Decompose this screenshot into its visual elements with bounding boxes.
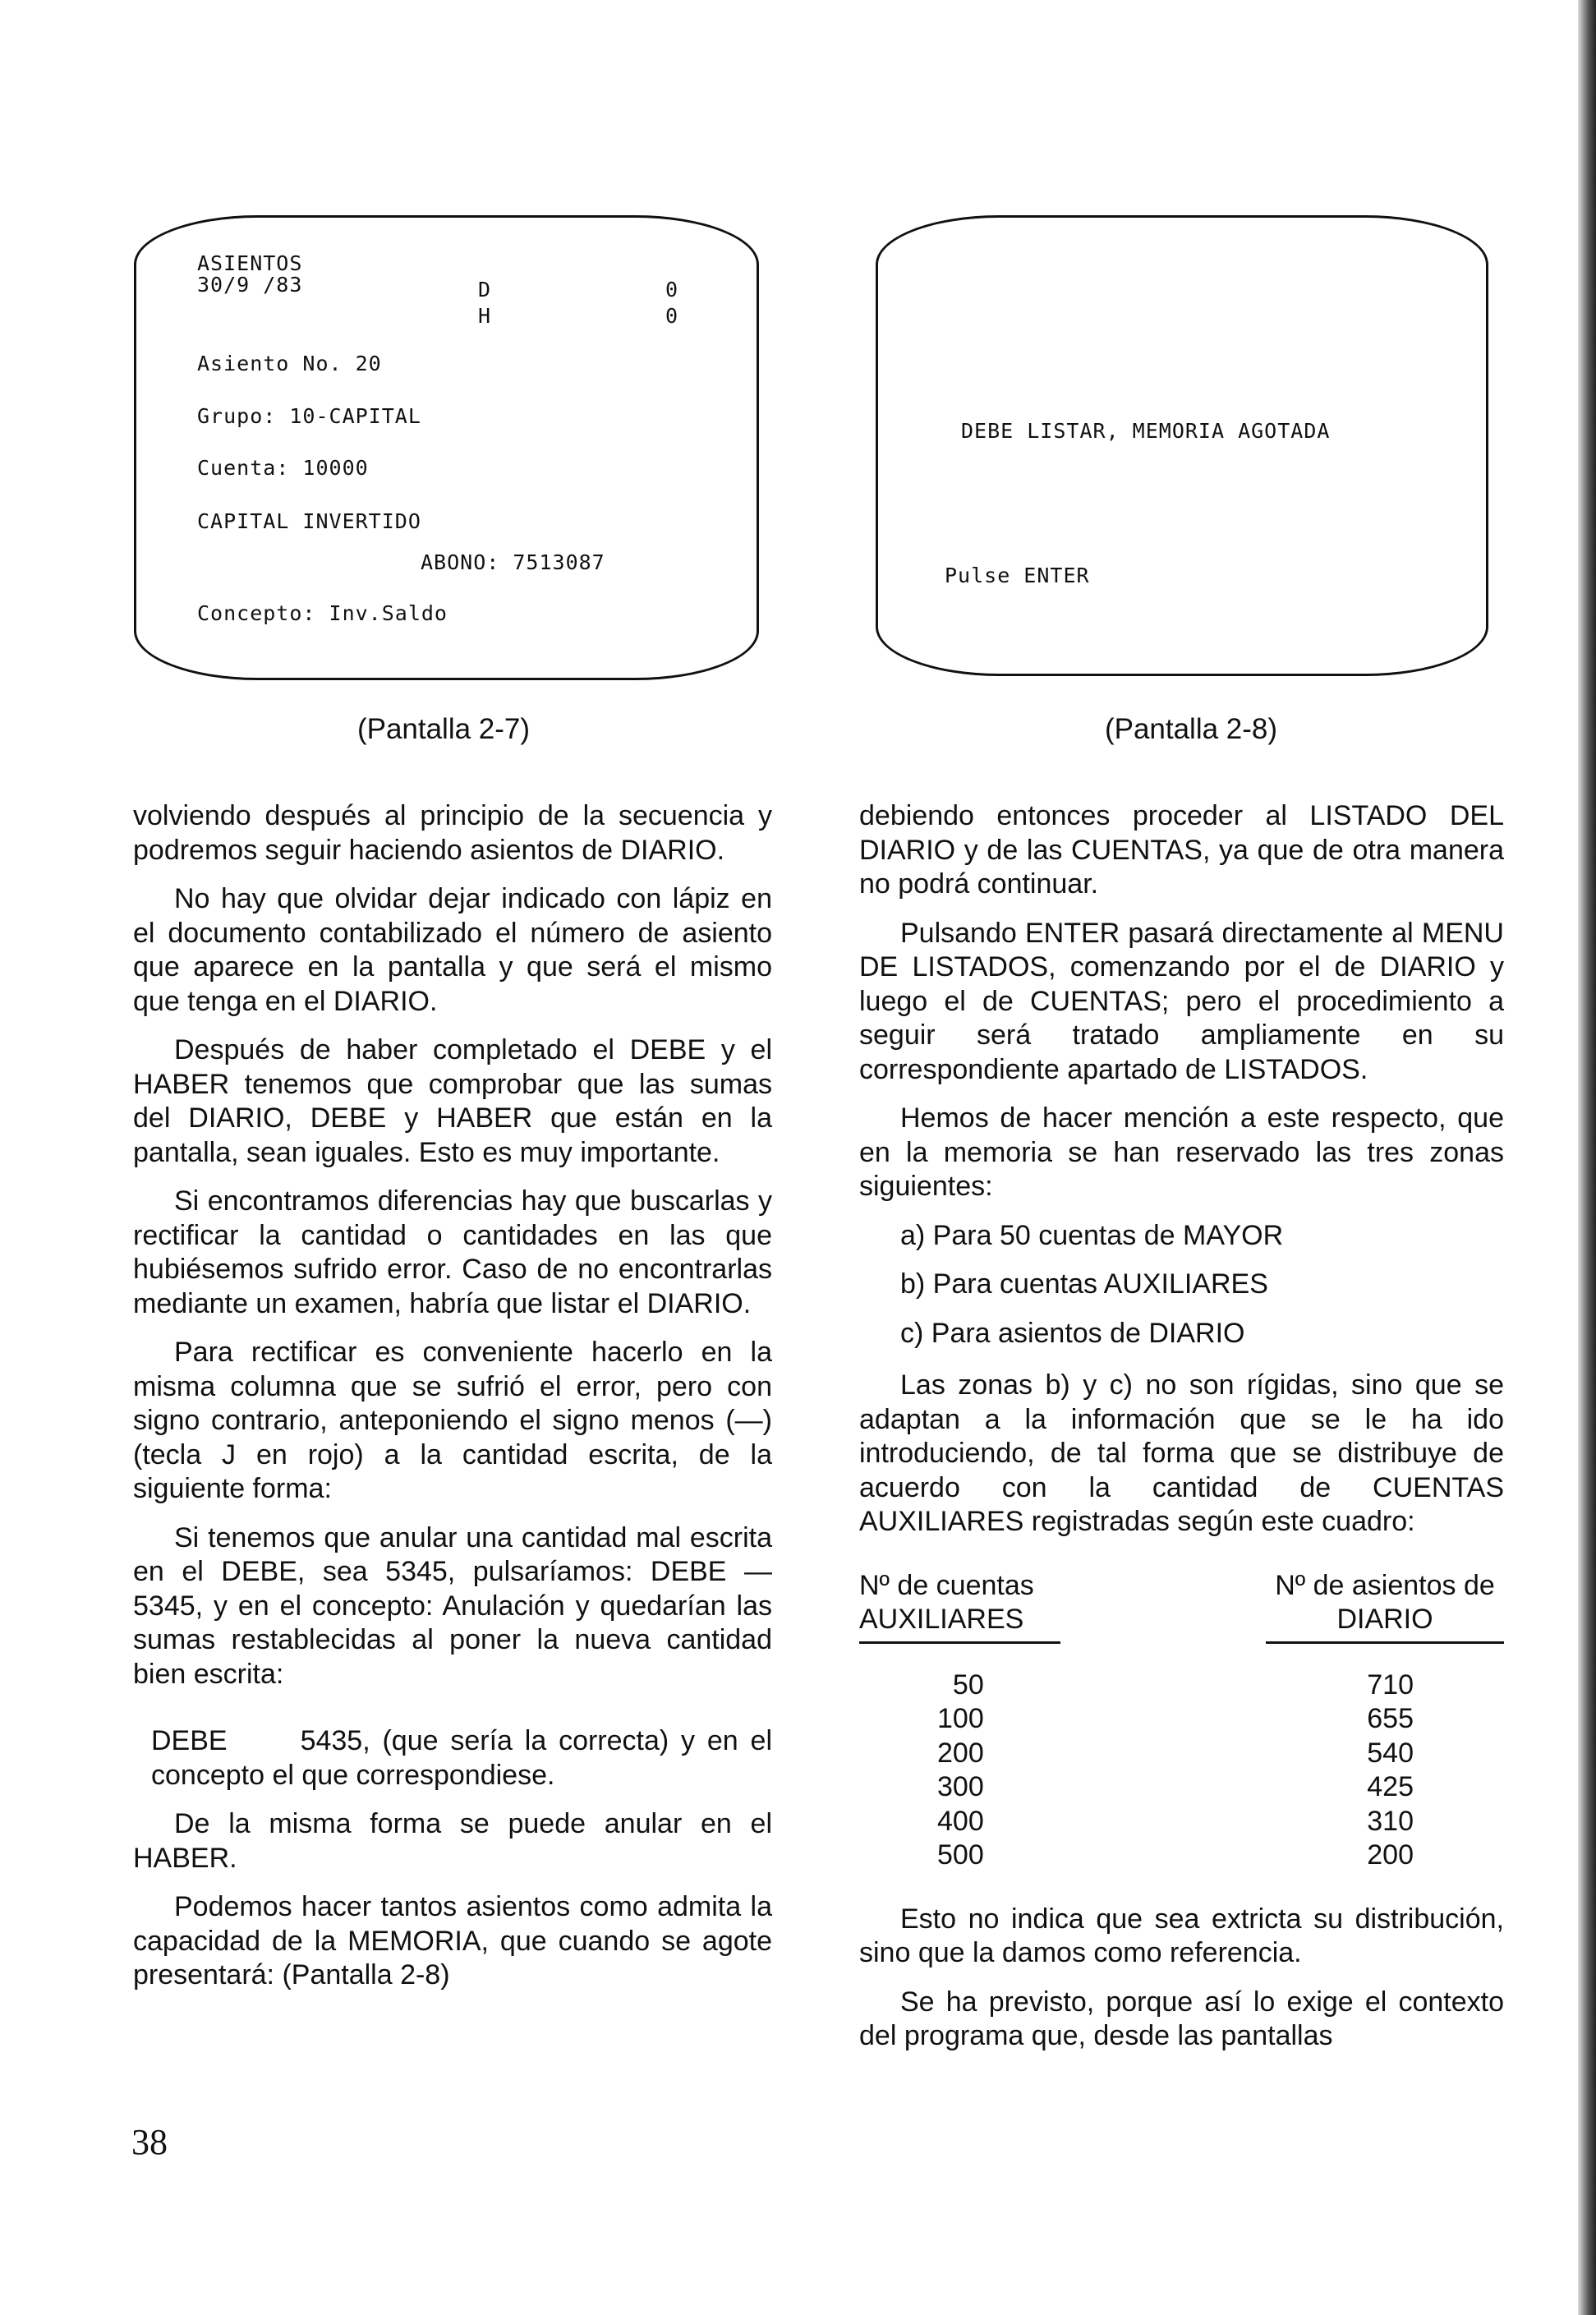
screen1-line-1: 30/9 /83: [197, 273, 303, 297]
zones-list-item: b) Para cuentas AUXILIARES: [900, 1268, 1268, 1300]
page-edge-shadow: [1578, 0, 1596, 2315]
table-cell: 100: [937, 1703, 984, 1734]
screen1-line-0: ASIENTOS: [197, 251, 303, 275]
left-paragraph-8: De la misma forma se puede anular en el HABER.: [133, 1808, 772, 1874]
table-cell: 500: [937, 1839, 984, 1871]
table-cell: 655: [1367, 1703, 1414, 1734]
screen1-haber-value: 0: [665, 304, 679, 328]
table-header-asientos: [1266, 1569, 1504, 1644]
screen1-abono: ABONO: 7513087: [421, 550, 605, 574]
table-col-asientos: [1367, 1668, 1414, 1873]
table-cell: 710: [1367, 1668, 1414, 1701]
table-header-line: DIARIO: [1336, 1603, 1433, 1635]
screen2-message: DEBE LISTAR, MEMORIA AGOTADA: [961, 419, 1331, 443]
left-paragraph-2: No hay que olvidar dejar indicado con lápiz en el documento contabilizado el número de asiento que aparece en la pantalla y que será el mismo que tenga en el DIARIO.: [133, 883, 772, 1017]
caption-pantalla-2-7: (Pantalla 2-7): [356, 713, 531, 745]
left-paragraph-3: Después de haber completado el DEBE y el HABER tenemos que comprobar que las sumas del DIARIO, DEBE y HABER que están en la pantalla, sean iguales. Esto es muy importante.: [133, 1034, 772, 1168]
right-paragraph-1: debiendo entonces proceder al LISTADO DEL DIARIO y de las CUENTAS, ya que de otra manera no podrá continuar.: [859, 800, 1504, 900]
screen1-concepto: Concepto: Inv.Saldo: [197, 601, 448, 625]
right-column: [859, 799, 1504, 2069]
table-header-line: Nº de cuentas: [859, 1569, 1034, 1601]
right-paragraph-4: Las zonas b) y c) no son rígidas, sino que se adaptan a la información que se le ha ido introduciendo, de tal forma que se distribuye de acuerdo con la cantidad de CUENTAS AUXILIARES registradas según este cuadro:: [859, 1369, 1504, 1537]
left-paragraph-4: Si encontramos diferencias hay que buscarlas y rectificar la cantidad o cantidades en las que hubiésemos sufrido error. Caso de no encontrarlas mediante un examen, habría que listar el DIARIO.: [133, 1185, 772, 1319]
left-paragraph-5: Para rectificar es conveniente hacerlo en la misma columna que se sufrió el error, pero con signo contrario, anteponiendo el signo menos (—) (tecla J en rojo) a la cantidad escrita, de la siguiente forma:: [133, 1337, 772, 1504]
table-col-cuentas: [937, 1668, 984, 1873]
table-cell: 400: [937, 1805, 984, 1837]
table-cell: 300: [937, 1771, 984, 1802]
left-paragraph-7: DEBE 5435, (que sería la correcta) y en el concepto el que correspondiese.: [151, 1725, 780, 1791]
screen1-cuenta: Cuenta: 10000: [197, 456, 369, 480]
left-paragraph-1: volviendo después al principio de la secuencia y podremos seguir haciendo asientos de DIARIO.: [133, 800, 772, 866]
right-paragraph-6: Se ha previsto, porque así lo exige el contexto del programa que, desde las pantallas: [859, 1986, 1504, 2051]
right-paragraph-5: Esto no indica que sea extricta su distribución, sino que la damos como referencia.: [859, 1903, 1504, 1968]
screen1-grupo: Grupo: 10-CAPITAL: [197, 404, 421, 428]
table-header-rule: [859, 1641, 1060, 1644]
distribution-table: [859, 1569, 1504, 1873]
screen1-haber-label: H: [478, 304, 492, 328]
table-cell: 200: [1367, 1839, 1414, 1871]
screen-pantalla-2-8: [876, 215, 1488, 676]
table-body: [859, 1668, 1504, 1873]
table-header-line: Nº de asientos de: [1275, 1569, 1495, 1601]
left-paragraph-6: Si tenemos que anular una cantidad mal escrita en el DEBE, sea 5345, pulsaríamos: DEBE —5345, y en el concepto: Anulación y quedarían las sumas restablecidas al poner la nueva cantidad bien escrita:: [133, 1521, 772, 1690]
left-column: [133, 799, 780, 2008]
screen1-capital: CAPITAL INVERTIDO: [197, 509, 421, 533]
table-cell: 540: [1367, 1737, 1414, 1769]
table-cell: 50: [952, 1668, 984, 1701]
screen1-debe-label: D: [478, 278, 492, 301]
right-paragraph-3: Hemos de hacer mención a este respecto, que en la memoria se han reservado las tres zonas siguientes:: [859, 1102, 1504, 1202]
table-header-cuentas: [859, 1569, 1060, 1644]
table-cell: 200: [937, 1737, 984, 1769]
page-number: 38: [131, 2122, 168, 2162]
screen1-asiento: Asiento No. 20: [197, 352, 382, 375]
caption-pantalla-2-8: (Pantalla 2-8): [1104, 713, 1278, 745]
table-header-rule: [1266, 1641, 1504, 1644]
table-cell: 310: [1367, 1805, 1414, 1837]
zones-list-item: c) Para asientos de DIARIO: [900, 1317, 1245, 1349]
zones-list: [859, 1219, 1504, 1351]
right-paragraph-2: Pulsando ENTER pasará directamente al MENU DE LISTADOS, comenzando por el de DIARIO y luego el de CUENTAS; pero el procedimiento a seguir será tratado ampliamente en su correspondiente apartado de LISTADOS.: [859, 917, 1504, 1085]
table-header-line: AUXILIARES: [859, 1603, 1024, 1635]
zones-list-item: a) Para 50 cuentas de MAYOR: [900, 1219, 1284, 1251]
screen1-debe-value: 0: [665, 278, 679, 301]
left-paragraph-9: Podemos hacer tantos asientos como admita la capacidad de la MEMORIA, que cuando se agote presentará: (Pantalla 2-8): [133, 1891, 772, 1991]
screen2-prompt: Pulse ENTER: [945, 564, 1090, 587]
table-cell: 425: [1367, 1771, 1414, 1802]
